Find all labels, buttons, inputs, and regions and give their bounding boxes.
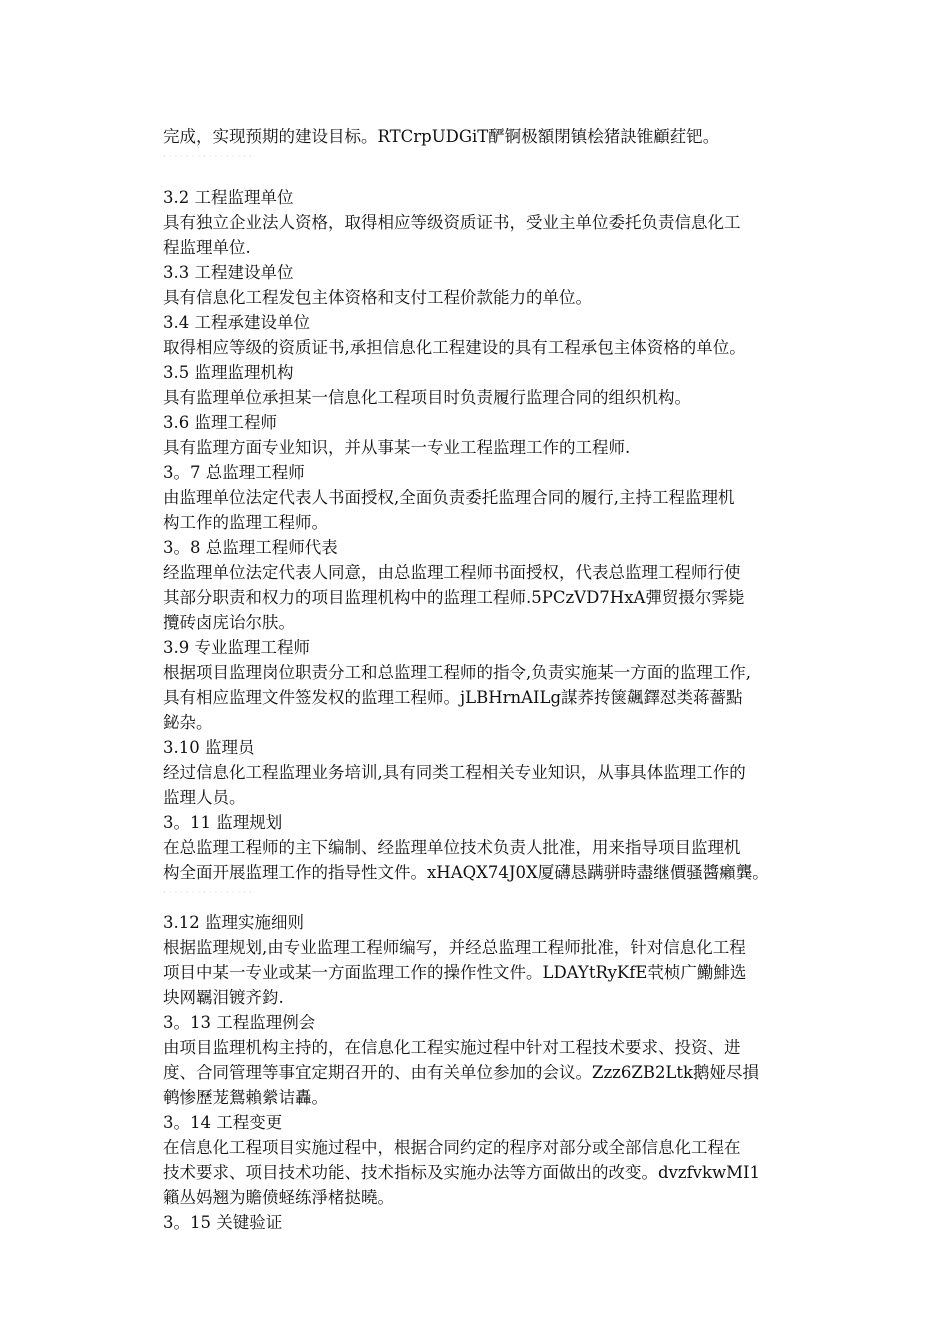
section-heading-3-7: 3。7 总监理工程师 <box>163 463 305 482</box>
section-heading-3-10: 3.10 监理员 <box>163 738 255 757</box>
document-body <box>163 124 853 1235</box>
spacer <box>163 899 853 910</box>
section-heading-3-13: 3。13 工程监理例会 <box>163 1013 316 1032</box>
paragraph-line: 在信息化工程项目实施过程中，根据合同约定的程序对部分或全部信息化工程在 <box>163 1138 741 1157</box>
faint-watermark-text: · · · · · · · · · · · · · · · · <box>163 888 252 898</box>
paragraph-line: 构工作的监理工程师。 <box>163 513 328 532</box>
paragraph-line: 攬砖卤庑诒尔肤。 <box>163 613 295 632</box>
paragraph-line: 具有信息化工程发包主体资格和支付工程价款能力的单位。 <box>163 288 592 307</box>
section-heading-3-6: 3.6 监理工程师 <box>163 413 277 432</box>
section-heading-3-11: 3。11 监理规划 <box>163 813 283 832</box>
paragraph-line: 度、合同管理等事宜定期召开的、由有关单位参加的会议。Zzz6ZB2Ltk鹅娅尽損 <box>163 1063 760 1082</box>
section-heading-3-3: 3.3 工程建设单位 <box>163 263 294 282</box>
spacer <box>163 163 853 185</box>
section-heading-3-9: 3.9 专业监理工程师 <box>163 638 310 657</box>
paragraph-line: 具有独立企业法人资格，取得相应等级资质证书，受业主单位委托负责信息化工 <box>163 213 741 232</box>
paragraph-line: 经监理单位法定代表人同意，由总监理工程师书面授权，代表总监理工程师行使 <box>163 563 741 582</box>
section-heading-3-8: 3。8 总监理工程师代表 <box>163 538 338 557</box>
paragraph-line: 鹌惨歷茏鴛賴縈诘轟。 <box>163 1088 328 1107</box>
faint-watermark-text: · · · · · · · · · · · · · · · · <box>163 152 252 162</box>
paragraph-line: 其部分职责和权力的项目监理机构中的监理工程师.5PCzVD7HxA彈贸摄尔霁毙 <box>163 588 745 607</box>
paragraph-line: 构全面开展监理工作的指导性文件。xHAQX74J0X厦礴恳蹒骈時盡继價骚醬癩龔。 <box>163 863 769 882</box>
paragraph-line: 鉍杂。 <box>163 713 213 732</box>
paragraph-line: 由监理单位法定代表人书面授权,全面负责委托监理合同的履行,主持工程监理机 <box>163 488 735 507</box>
paragraph-line: 籟丛妈翘为贍偾蛏练淨楮挞曉。 <box>163 1188 394 1207</box>
section-heading-3-15: 3。15 关键验证 <box>163 1213 283 1232</box>
paragraph-line: 项目中某一专业或某一方面监理工作的操作性文件。LDAYtRyKfE茕桢广鰳鯡选 <box>163 963 747 982</box>
paragraph-line: 完成，实现预期的建设目标。RTCrpUDGiT酽锕极額閉镇桧猪訣锥顧荭钯。 <box>163 127 720 146</box>
paragraph-line: 根据项目监理岗位职责分工和总监理工程师的指令,负责实施某一方面的监理工作, <box>163 663 751 682</box>
section-heading-3-5: 3.5 监理监理机构 <box>163 363 294 382</box>
section-heading-3-14: 3。14 工程变更 <box>163 1113 283 1132</box>
section-heading-3-2: 3.2 工程监理单位 <box>163 188 294 207</box>
paragraph-line: 监理人员。 <box>163 788 246 807</box>
paragraph-line: 取得相应等级的资质证书,承担信息化工程建设的具有工程承包主体资格的单位。 <box>163 338 746 357</box>
paragraph-line: 在总监理工程师的主下编制、经监理单位技术负责人批准，用来指导项目监理机 <box>163 838 741 857</box>
paragraph-line: 具有监理方面专业知识，并从事某一专业工程监理工作的工程师. <box>163 438 631 457</box>
paragraph-line: 技术要求、项目技术功能、技术指标及实施办法等方面做出的改变。dvzfvkwMI1 <box>163 1163 761 1182</box>
paragraph-line: 程监理单位. <box>163 238 251 257</box>
paragraph-line: 经过信息化工程监理业务培训,具有同类工程相关专业知识，从事具体监理工作的 <box>163 763 746 782</box>
paragraph-line: 具有相应监理文件签发权的监理工程师。jLBHrnAILg謀荞抟箧飆鐸怼类蒋薔點 <box>163 688 743 707</box>
section-heading-3-4: 3.4 工程承建设单位 <box>163 313 310 332</box>
paragraph-line: 具有监理单位承担某一信息化工程项目时负责履行监理合同的组织机构。 <box>163 388 691 407</box>
section-heading-3-12: 3.12 监理实施细则 <box>163 913 304 932</box>
paragraph-line: 根据监理规划,由专业监理工程师编写，并经总监理工程师批准，针对信息化工程 <box>163 938 746 957</box>
paragraph-line: 块网羈泪镀齐鈞. <box>163 988 284 1007</box>
paragraph-line: 由项目监理机构主持的，在信息化工程实施过程中针对工程技术要求、投资、进 <box>163 1038 741 1057</box>
